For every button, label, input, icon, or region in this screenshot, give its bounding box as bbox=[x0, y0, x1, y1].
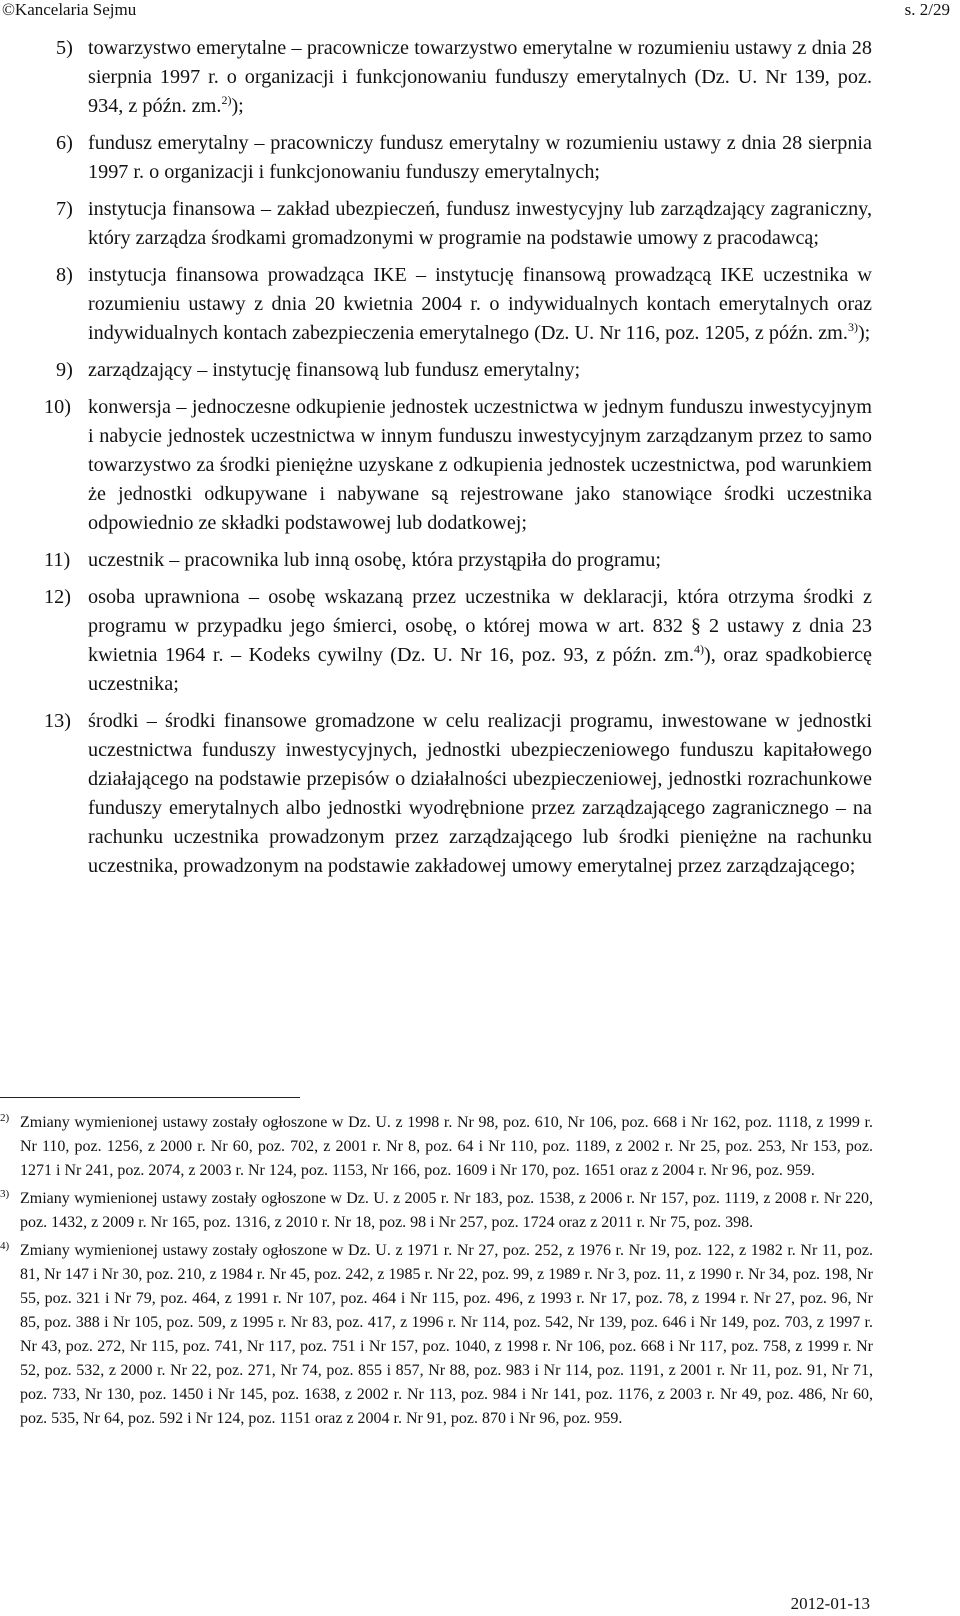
item-number: 5) bbox=[56, 37, 73, 59]
item-text-tail: ); bbox=[857, 322, 871, 344]
item-text: zarządzający – instytucję finansową lub fundusz emerytalny; bbox=[88, 359, 581, 381]
footnote-mark: 2) bbox=[0, 1112, 10, 1124]
item-text-tail: ); bbox=[231, 95, 244, 117]
item-number: 8) bbox=[56, 264, 73, 286]
item-number: 7) bbox=[56, 198, 73, 220]
page-number: s. 2/29 bbox=[904, 0, 950, 19]
item-text: fundusz emerytalny – pracowniczy fundusz emerytalny w rozumieniu ustawy z dnia 28 sierpnia 1997 r. o organizacji i funkcjonowaniu funduszy emerytalnych; bbox=[88, 132, 872, 183]
item-number: 12) bbox=[44, 586, 71, 608]
item-number: 13) bbox=[44, 710, 71, 732]
definitions-list bbox=[44, 34, 872, 889]
item-text-tail: ), oraz spadkobiercę uczestnika; bbox=[88, 644, 872, 695]
list-item bbox=[56, 356, 872, 385]
footnote-text: Zmiany wymienionej ustawy zostały ogłoszone w Dz. U. z 1998 r. Nr 98, poz. 610, Nr 106, poz. 668 i Nr 162, poz. 1118, z 1999 r. Nr 110, poz. 1256, z 2000 r. Nr 60, poz. 702, z 2001 r. Nr 8, poz. 64 i Nr 110, poz. 1189, z 2002 r. Nr 25, poz. 253, Nr 153, poz. 1271 i Nr 241, poz. 2074, z 2003 r. Nr 124, poz. 1153, Nr 166, poz. 1609 i Nr 170, poz. 1651 oraz z 2004 r. Nr 96, poz. 959. bbox=[20, 1114, 873, 1179]
list-item bbox=[56, 261, 872, 348]
item-number: 11) bbox=[44, 549, 71, 571]
list-item bbox=[44, 583, 872, 699]
footnote bbox=[0, 1187, 873, 1235]
footnote-text: Zmiany wymienionej ustawy zostały ogłoszone w Dz. U. z 1971 r. Nr 27, poz. 252, z 1976 r. Nr 19, poz. 122, z 1982 r. Nr 11, poz. 81, Nr 147 i Nr 30, poz. 210, z 1984 r. Nr 45, poz. 242, z 1985 r. Nr 22, poz. 99, z 1989 r. Nr 3, poz. 11, z 1990 r. Nr 34, poz. 198, Nr 55, poz. 321 i Nr 79, poz. 464, z 1991 r. Nr 107, poz. 464 i Nr 115, poz. 496, z 1993 r. Nr 17, poz. 78, z 1994 r. Nr 27, poz. 96, Nr 85, poz. 388 i Nr 105, poz. 509, z 1995 r. Nr 83, poz. 417, z 1996 r. Nr 114, poz. 542, Nr 139, poz. 646 i Nr 149, poz. 703, z 1997 r. Nr 43, poz. 272, Nr 115, poz. 741, Nr 117, poz. 751 i Nr 157, poz. 1040, z 1998 r. Nr 106, poz. 668 i Nr 117, poz. 758, z 1999 r. Nr 52, poz. 532, z 2000 r. Nr 22, poz. 271, Nr 74, poz. 855 i 857, Nr 88, poz. 983 i Nr 114, poz. 1191, z 2001 r. Nr 11, poz. 91, Nr 71, poz. 733, Nr 130, poz. 1450 i Nr 145, poz. 1638, z 2002 r. Nr 113, poz. 984 i Nr 141, poz. 1176, z 2003 r. Nr 49, poz. 486, Nr 60, poz. 535, Nr 64, poz. 592 i Nr 124, poz. 1151 oraz z 2004 r. Nr 91, poz. 870 i Nr 96, poz. 959. bbox=[20, 1242, 873, 1427]
document-date: 2012-01-13 bbox=[790, 1594, 870, 1613]
item-text: instytucja finansowa – zakład ubezpieczeń, fundusz inwestycyjny lub zarządzający zagraniczny, który zarządza środkami gromadzonymi w programie na podstawie umowy z pracodawcą; bbox=[88, 198, 872, 249]
footnote-ref[interactable]: 3) bbox=[847, 320, 858, 334]
list-item bbox=[56, 129, 872, 187]
footnotes bbox=[0, 1111, 873, 1435]
footnote-text: Zmiany wymienionej ustawy zostały ogłoszone w Dz. U. z 2005 r. Nr 183, poz. 1538, z 2006 r. Nr 157, poz. 1119, z 2008 r. Nr 220, poz. 1432, z 2009 r. Nr 165, poz. 1316, z 2010 r. Nr 18, poz. 98 i Nr 257, poz. 1724 oraz z 2011 r. Nr 75, poz. 398. bbox=[20, 1190, 873, 1231]
list-item bbox=[44, 393, 872, 538]
footnote-mark: 3) bbox=[0, 1188, 10, 1200]
footnote-divider bbox=[0, 1097, 300, 1098]
item-text: towarzystwo emerytalne – pracownicze towarzystwo emerytalne w rozumieniu ustawy z dnia 28 sierpnia 1997 r. o organizacji i funkcjonowaniu funduszy emerytalnych (Dz. U. Nr 139, poz. 934, z późn. zm. bbox=[88, 37, 872, 117]
header-source: ©Kancelaria Sejmu bbox=[2, 0, 137, 19]
footnote-ref[interactable]: 2) bbox=[221, 93, 232, 107]
list-item bbox=[44, 707, 872, 881]
footnote bbox=[0, 1239, 873, 1431]
item-number: 9) bbox=[56, 359, 73, 381]
item-text: środki – środki finansowe gromadzone w celu realizacji programu, inwestowane w jednostki uczestnictwa funduszy inwestycyjnych, jednostki ubezpieczeniowego funduszu kapitałowego działającego na podstawie przepisów o działalności ubezpieczeniowej, jednostki rozrachunkowe funduszy emerytalnych albo jednostki wyodrębnione przez zarządzającego zagranicznego – na rachunku uczestnika prowadzonym przez zarządzającego lub środki pieniężne na rachunku uczestnika, prowadzonym na podstawie zakładowej umowy emerytalnej przez zarządzającego; bbox=[88, 710, 872, 877]
item-number: 10) bbox=[44, 396, 71, 418]
list-item bbox=[44, 546, 872, 575]
list-item bbox=[56, 34, 872, 121]
footnote-mark: 4) bbox=[0, 1240, 10, 1252]
item-text: instytucja finansowa prowadząca IKE – instytucję finansową prowadzącą IKE uczestnika w rozumieniu ustawy z dnia 20 kwietnia 2004 r. o indywidualnych kontach emerytalnych oraz indywidualnych kontach zabezpieczenia emerytalnego (Dz. U. Nr 116, poz. 1205, z późn. zm. bbox=[88, 264, 872, 344]
item-text: konwersja – jednoczesne odkupienie jednostek uczestnictwa w jednym funduszu inwestycyjnym i nabycie jednostek uczestnictwa w innym funduszu inwestycyjnym zarządzanym przez to samo towarzystwo za środki pieniężne uzyskane z odkupienia jednostek uczestnictwa, pod warunkiem że jednostki odkupywane i nabywane są rejestrowane jako stanowiące środki uczestnika odpowiednio ze składki podstawowej lub dodatkowej; bbox=[88, 396, 872, 534]
item-number: 6) bbox=[56, 132, 73, 154]
footnote-ref[interactable]: 4) bbox=[694, 642, 705, 656]
list-item bbox=[56, 195, 872, 253]
item-text: osoba uprawniona – osobę wskazaną przez uczestnika w deklaracji, która otrzyma środki z programu w przypadku jego śmierci, osobę, o której mowa w art. 832 § 2 ustawy z dnia 23 kwietnia 1964 r. – Kodeks cywilny (Dz. U. Nr 16, poz. 93, z późn. zm. bbox=[88, 586, 872, 666]
footnote bbox=[0, 1111, 873, 1183]
item-text: uczestnik – pracownika lub inną osobę, która przystąpiła do programu; bbox=[88, 549, 661, 571]
